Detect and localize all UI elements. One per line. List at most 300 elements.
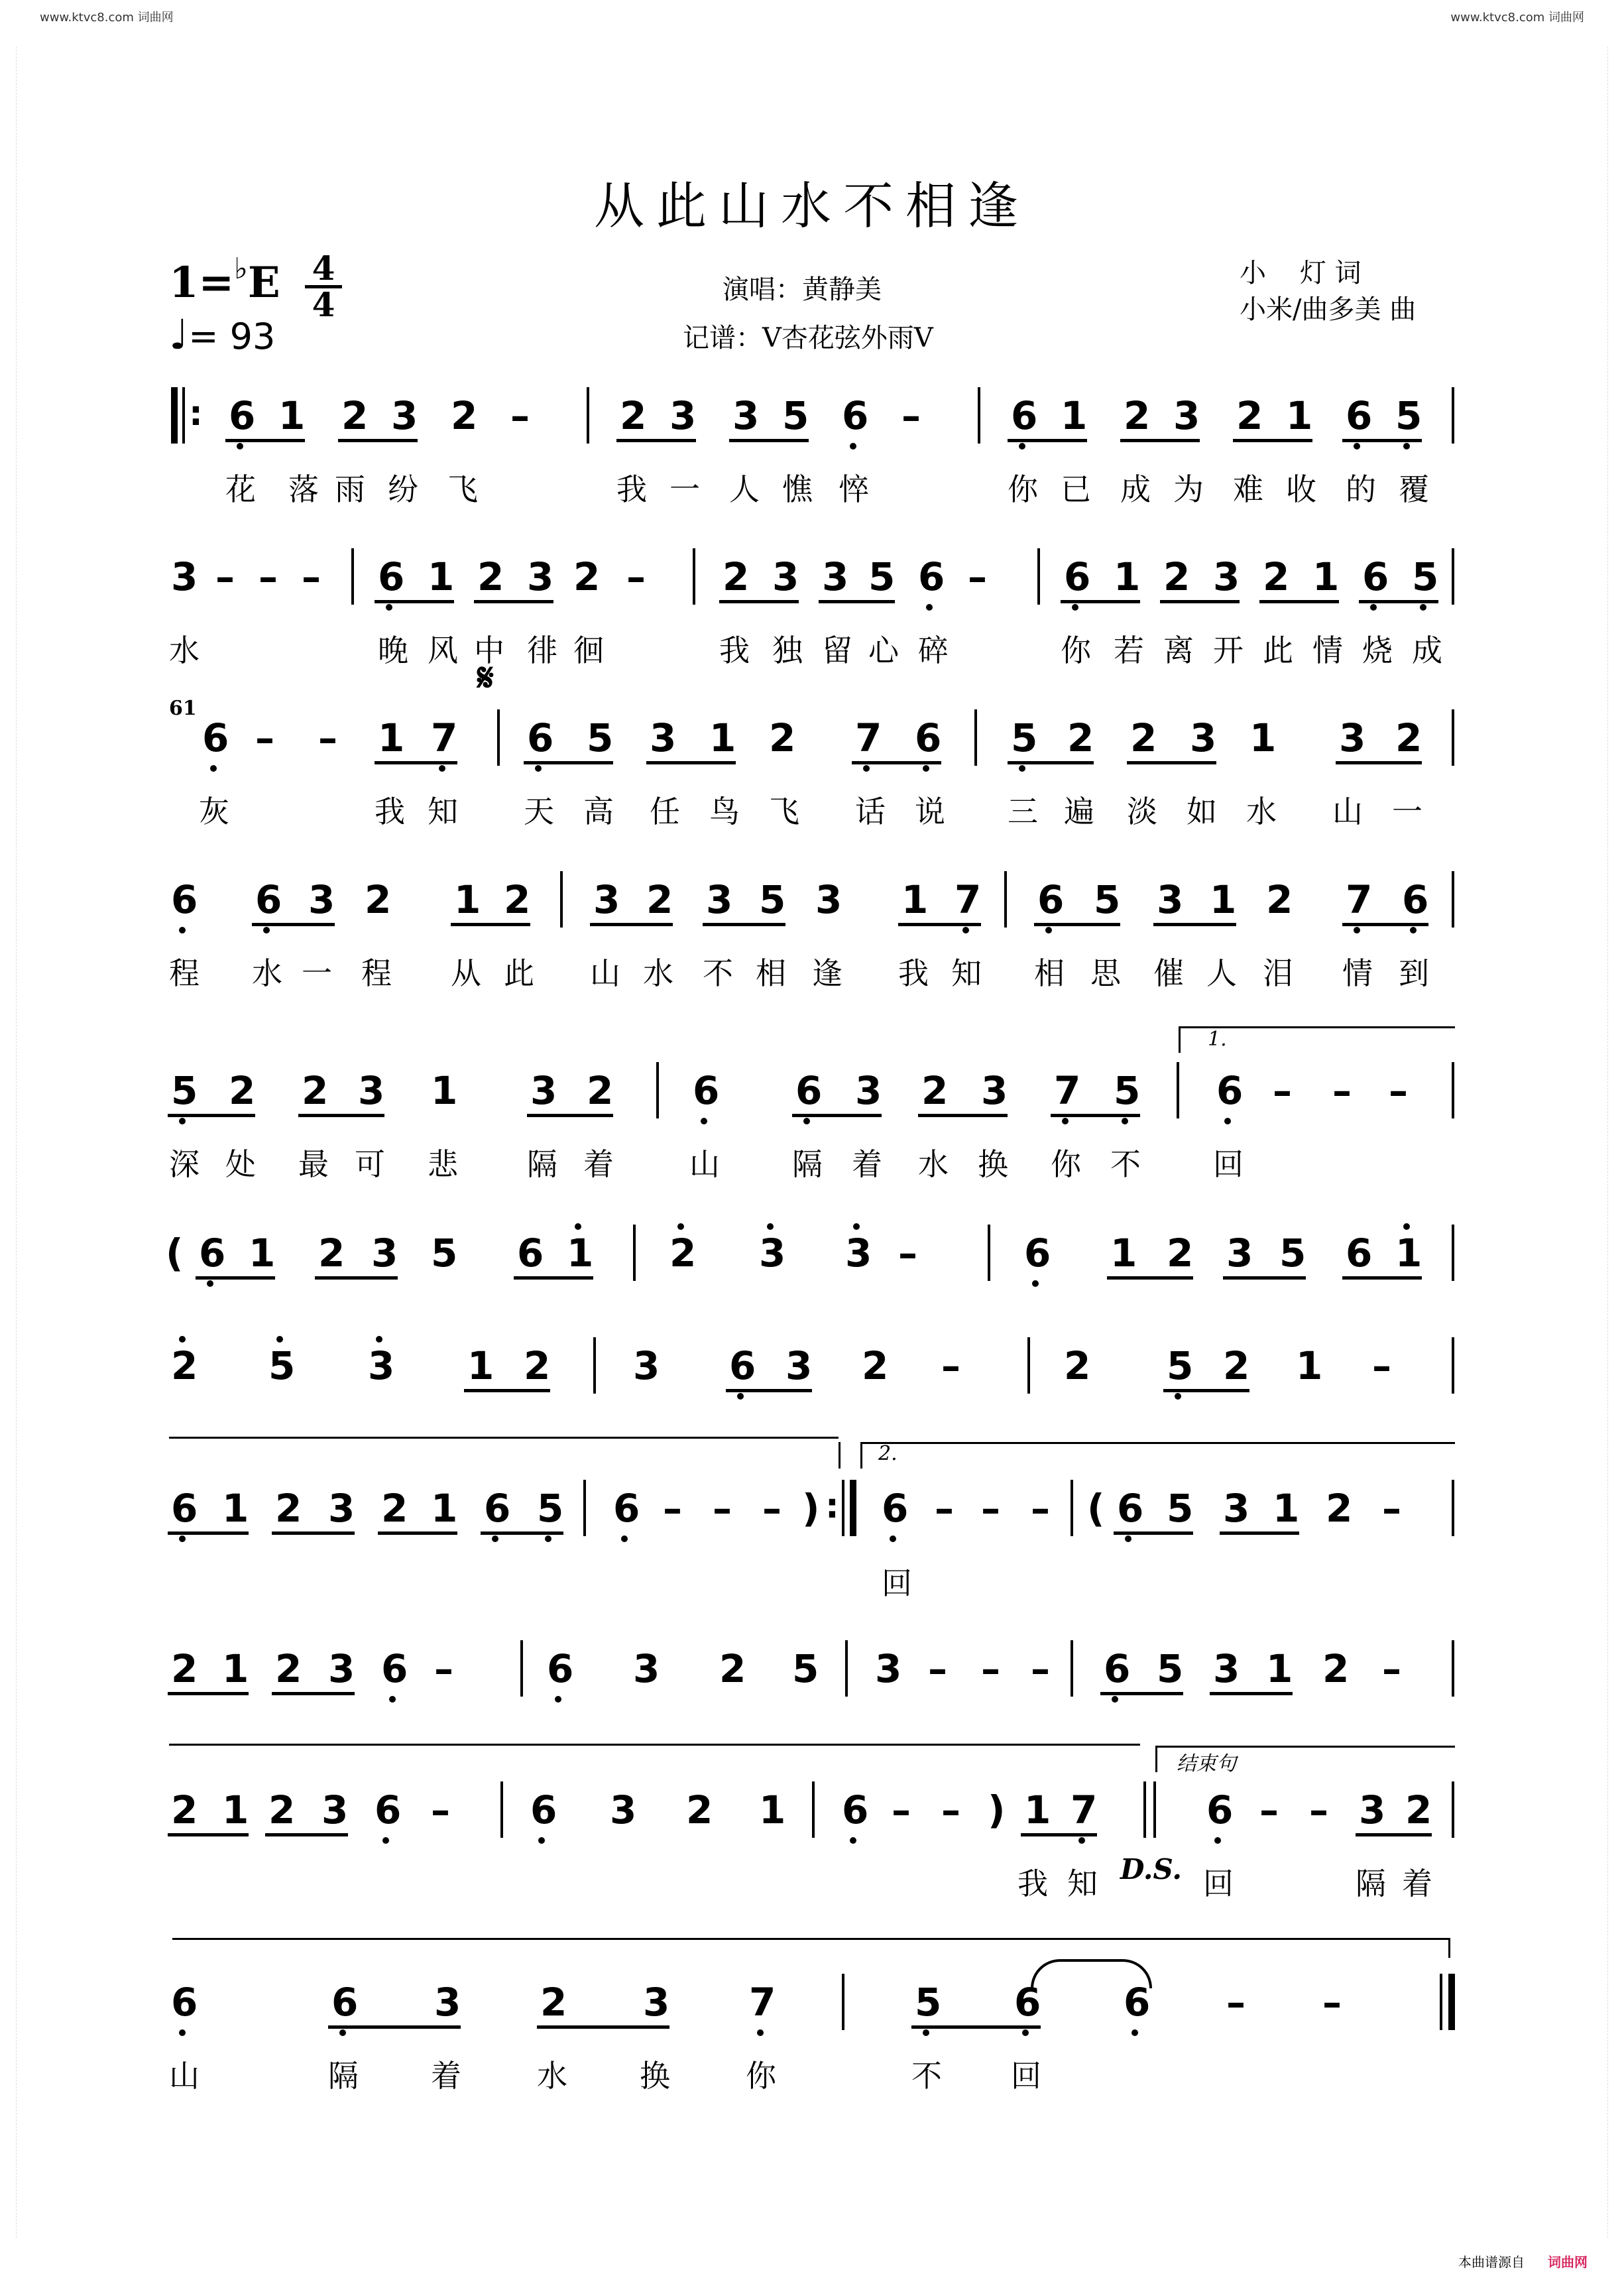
note--: – (1332, 1068, 1352, 1113)
note-6: 6 (1037, 877, 1065, 922)
note--: – (318, 715, 337, 760)
lyric-char: 花 (225, 471, 256, 507)
note-7: 7 (955, 877, 982, 922)
underline (1233, 439, 1312, 442)
lyric-char: 隔 (1356, 1866, 1386, 1901)
bar-line (1452, 1337, 1454, 1394)
lyric-char: 一 (669, 471, 700, 507)
note-6: 6 (1216, 1068, 1244, 1113)
dot-above (376, 1336, 382, 1343)
note-6: 6 (882, 1486, 909, 1531)
underline (1342, 1276, 1422, 1280)
lyric-char: 换 (978, 1146, 1008, 1182)
lyric-char: 思 (1090, 955, 1121, 991)
singer-credit: 演唱：黄静美 (723, 274, 882, 305)
note-2: 2 (1064, 1343, 1091, 1388)
note-6: 6 (1346, 1231, 1373, 1276)
lyric-char: 回 (882, 1565, 912, 1601)
note-2: 2 (921, 1068, 949, 1113)
lyricist-credit: 小 灯 词 (1240, 258, 1362, 288)
bar-line (1027, 1337, 1030, 1394)
lyric-char: 到 (1399, 955, 1429, 991)
underline (819, 600, 895, 603)
dot-below (179, 2029, 186, 2036)
lyric-char: 遍 (1064, 794, 1094, 829)
note-6: 6 (1206, 1787, 1234, 1833)
dot-below (339, 2029, 346, 2036)
note-2: 2 (318, 1231, 345, 1276)
dot-below (1410, 927, 1417, 933)
note--: – (259, 554, 278, 599)
underline (1061, 600, 1140, 603)
dot-below (1131, 2029, 1138, 2036)
bar-line (587, 387, 589, 444)
note--: – (1226, 1980, 1246, 2025)
dot-below (863, 765, 870, 772)
underline (1008, 761, 1094, 764)
note-3: 3 (308, 877, 335, 922)
lyric-char: 为 (1173, 471, 1204, 507)
note-2: 2 (1067, 715, 1094, 760)
dot-below (1370, 604, 1377, 611)
note-2: 2 (1163, 554, 1190, 599)
dot-below (1062, 1118, 1069, 1124)
dot-below (1072, 604, 1078, 611)
lyric-char: 我 (616, 471, 647, 507)
underline (1114, 1532, 1193, 1535)
bar-line (842, 1480, 844, 1536)
lyric-char: 着 (1402, 1866, 1432, 1901)
note-3: 3 (845, 1231, 872, 1276)
note--: – (981, 1646, 1000, 1691)
underline (272, 1532, 355, 1535)
note-2: 2 (504, 877, 531, 922)
note-6: 6 (729, 1343, 756, 1388)
bar-line (1452, 387, 1454, 444)
note-1: 1 (709, 715, 736, 760)
dot-below (621, 1535, 628, 1542)
note--: – (981, 1486, 1000, 1531)
dot-below (923, 2029, 929, 2036)
note-6: 6 (527, 715, 554, 760)
lyric-char: 飞 (447, 471, 478, 507)
tie-arc (1031, 1959, 1152, 1988)
underline (328, 2025, 461, 2029)
note-2: 2 (1326, 1486, 1353, 1531)
note--: – (1031, 1646, 1050, 1691)
underline (1342, 439, 1422, 442)
dot-below (1420, 604, 1426, 611)
note-2: 2 (540, 1980, 567, 2025)
note-2: 2 (1236, 393, 1263, 438)
note--: – (935, 1486, 954, 1531)
bar-line (171, 387, 178, 444)
note--: – (1382, 1646, 1401, 1691)
note-1: 1 (1249, 715, 1277, 760)
dot-below (237, 443, 243, 450)
note-5: 5 (1167, 1486, 1194, 1531)
lyric-char: 相 (1034, 955, 1065, 991)
note-1: 1 (454, 877, 481, 922)
note-7: 7 (1071, 1787, 1098, 1833)
lyric-char: 可 (355, 1146, 385, 1182)
note-3: 3 (981, 1068, 1008, 1113)
note-3: 3 (593, 877, 620, 922)
note-6: 6 (795, 1068, 823, 1113)
lyric-char: 我 (1017, 1866, 1048, 1901)
dot-above (179, 1336, 186, 1343)
dot-below (389, 1696, 396, 1703)
underline (514, 1276, 593, 1280)
underline (1100, 1692, 1183, 1695)
lyric-char: 烧 (1362, 632, 1393, 668)
bar-line (593, 1337, 596, 1394)
note-1: 1 (1061, 393, 1088, 438)
lyric-char: 若 (1114, 632, 1144, 668)
underline (464, 1389, 550, 1392)
lyric-char: 不 (911, 2058, 942, 2094)
note-2: 2 (1266, 877, 1293, 922)
lyric-char: 淡 (1127, 794, 1157, 829)
bar-line (1143, 1781, 1146, 1838)
underline (338, 439, 418, 442)
note-2: 2 (171, 1343, 198, 1388)
lyric-char: 相 (756, 955, 786, 991)
note-1: 1 (222, 1787, 249, 1833)
note--: – (1273, 1068, 1292, 1113)
segno-sign: 𝄋 (477, 655, 494, 700)
note-2: 2 (302, 1068, 329, 1113)
note-2: 2 (524, 1343, 551, 1388)
note-2: 2 (171, 1646, 198, 1691)
note-6: 6 (1117, 1486, 1144, 1531)
note-3: 3 (1157, 877, 1184, 922)
note-5: 5 (1157, 1646, 1184, 1691)
dot-below (926, 604, 933, 611)
lyric-char: 隔 (328, 2058, 359, 2094)
bar-line (1440, 1974, 1442, 2030)
note-1: 1 (222, 1646, 249, 1691)
underline (378, 1532, 457, 1535)
dot-below (1354, 927, 1360, 933)
note--: – (431, 1787, 450, 1833)
dot-below (1403, 443, 1410, 450)
note-5: 5 (1167, 1343, 1194, 1388)
note-6: 6 (1064, 554, 1091, 599)
note-5: 5 (868, 554, 896, 599)
lyric-char: 难 (1233, 471, 1263, 507)
note--: – (928, 1646, 947, 1691)
lyric-char: 水 (918, 1146, 949, 1182)
lyric-char: 我 (375, 794, 405, 829)
lyric-char: 留 (822, 632, 852, 668)
note-3: 3 (1213, 1646, 1240, 1691)
lyric-char: 三 (1008, 794, 1038, 829)
note-2: 2 (171, 1787, 198, 1833)
underline (168, 1114, 255, 1117)
note-3: 3 (759, 1231, 786, 1276)
note-3: 3 (633, 1343, 660, 1388)
note-6: 6 (547, 1646, 574, 1691)
note--: – (1259, 1787, 1279, 1833)
note--: – (1309, 1787, 1328, 1833)
underline (729, 439, 809, 442)
note--: – (215, 554, 235, 599)
lyric-char: 独 (772, 632, 803, 668)
note-3: 3 (368, 1343, 395, 1388)
note--: – (510, 393, 530, 438)
dot-below (803, 1118, 810, 1124)
note--: – (762, 1486, 782, 1531)
bar-line (1037, 548, 1040, 605)
note-5: 5 (792, 1646, 819, 1691)
note-1: 1 (567, 1231, 594, 1276)
note-(: ( (166, 1231, 184, 1276)
dot-below (890, 1535, 896, 1542)
note-3: 3 (669, 393, 697, 438)
underline (918, 1114, 1008, 1117)
note-3: 3 (527, 554, 554, 599)
lyric-char: 憔 (782, 471, 813, 507)
note-6: 6 (381, 1646, 408, 1691)
lyric-char: 逢 (812, 955, 842, 991)
underline (1259, 600, 1339, 603)
note-2: 2 (275, 1646, 302, 1691)
note-1: 1 (1024, 1787, 1051, 1833)
underline (225, 439, 305, 442)
underline (375, 600, 454, 603)
underline (524, 761, 613, 764)
lyric-char: 回 (1011, 2058, 1041, 2094)
note-5: 5 (171, 1068, 198, 1113)
note--: – (434, 1646, 453, 1691)
underline (703, 923, 785, 926)
note--: – (1389, 1068, 1408, 1113)
flat-sign: ♭ (234, 252, 248, 286)
note-6: 6 (331, 1980, 359, 2025)
note-1: 1 (467, 1343, 494, 1388)
underline (1107, 1276, 1193, 1280)
dot-below (1122, 1118, 1128, 1124)
dot-below (1112, 1696, 1118, 1703)
bar-line (520, 1640, 523, 1697)
note-6: 6 (915, 715, 942, 760)
underline (537, 2025, 669, 2029)
lyric-char: 山 (169, 2058, 200, 2094)
lyric-char: 天 (524, 794, 554, 829)
note-5: 5 (1094, 877, 1121, 922)
underline (168, 1833, 249, 1836)
dot-below (207, 1280, 213, 1287)
underline (451, 923, 530, 926)
note-1: 1 (759, 1787, 786, 1833)
note-2: 2 (862, 1343, 889, 1388)
underline (1210, 1692, 1293, 1695)
dot-below (1019, 443, 1025, 450)
song-title: 从此山水不相逢 (594, 176, 1030, 235)
underline (898, 923, 981, 926)
dot-below (1022, 2029, 1029, 2036)
volta-1-label: 1. (1208, 1028, 1227, 1051)
bar-line (1071, 1480, 1073, 1536)
lyric-char: 最 (298, 1146, 329, 1182)
lyric-char: 泪 (1263, 955, 1293, 991)
underline (272, 1692, 355, 1695)
note--: – (892, 1787, 911, 1833)
bar-line (1452, 548, 1454, 605)
note-6: 6 (484, 1486, 511, 1531)
lyric-char: 换 (640, 2058, 670, 2094)
tempo-marking (169, 310, 275, 359)
lyric-char: 山 (590, 955, 620, 991)
note-2: 2 (769, 715, 796, 760)
lyric-char: 你 (1008, 471, 1038, 507)
note-2: 2 (1130, 715, 1157, 760)
transcriber-credit: 记谱：V杏花弦外雨V (683, 323, 933, 353)
underline (1359, 600, 1438, 603)
repeat-dots: : (189, 394, 203, 434)
note-2: 2 (723, 554, 750, 599)
note-2: 2 (1223, 1343, 1250, 1388)
note--: – (1382, 1486, 1401, 1531)
dot-below (555, 1696, 561, 1703)
dot-below (701, 1118, 707, 1124)
underline (315, 1276, 398, 1280)
lyric-char: 成 (1120, 471, 1151, 507)
lyric-char: 悲 (428, 1146, 458, 1182)
lyric-char: 回 (1203, 1866, 1234, 1901)
note-3: 3 (875, 1646, 902, 1691)
note-7: 7 (431, 715, 458, 760)
note-2: 2 (365, 877, 392, 922)
dot-above (677, 1223, 684, 1230)
note-2: 2 (341, 393, 369, 438)
lyric-char: 如 (1187, 794, 1217, 829)
staff-rule-3 (172, 1938, 1448, 1940)
bar-line (850, 1480, 856, 1536)
note-2: 2 (1167, 1231, 1194, 1276)
underline (1220, 1532, 1299, 1535)
note-1: 1 (1210, 877, 1237, 922)
note-6: 6 (1011, 393, 1038, 438)
lyric-char: 回 (1213, 1146, 1244, 1182)
note-3: 3 (321, 1787, 349, 1833)
note--: – (898, 1231, 917, 1276)
underline (252, 923, 335, 926)
note-2: 2 (1405, 1787, 1432, 1833)
volta-2-label: 2. (878, 1442, 898, 1465)
note-5: 5 (537, 1486, 564, 1531)
underline (792, 1114, 882, 1117)
lyric-char: 知 (1067, 1866, 1098, 1901)
note-1: 1 (378, 715, 405, 760)
note--: – (941, 1343, 960, 1388)
bar-line (497, 709, 500, 766)
note-1: 1 (1114, 554, 1141, 599)
lyric-char: 鸟 (709, 794, 740, 829)
lyric-char: 从 (451, 955, 481, 991)
left-margin-strip (3, 46, 17, 2238)
note-6: 6 (1362, 554, 1389, 599)
key-one: 1 (169, 258, 199, 308)
note-5: 5 (431, 1231, 458, 1276)
bar-line (560, 871, 563, 928)
note-(: ( (1087, 1486, 1105, 1531)
note--: – (302, 554, 321, 599)
note-5: 5 (268, 1343, 296, 1388)
lyric-char: 知 (951, 955, 982, 991)
dot-below (757, 2029, 764, 2036)
underline (1008, 439, 1087, 442)
lyric-char: 悴 (839, 471, 869, 507)
note-5: 5 (782, 393, 809, 438)
note-6: 6 (171, 877, 198, 922)
lyric-char: 不 (1110, 1146, 1141, 1182)
lyric-char: 已 (1061, 471, 1091, 507)
lyric-char: 程 (361, 955, 392, 991)
bar-line (656, 1062, 659, 1118)
lyric-char: 着 (431, 2058, 461, 2094)
right-margin-strip (1607, 46, 1621, 2238)
dot-below (263, 927, 270, 933)
lyric-char: 处 (225, 1146, 256, 1182)
bar-line (693, 548, 695, 605)
bar-line (1452, 871, 1454, 928)
note-3: 3 (732, 393, 760, 438)
note--: – (1372, 1343, 1391, 1388)
lyric-char: 晚 (378, 632, 408, 668)
note-6: 6 (171, 1486, 198, 1531)
dot-below (439, 765, 445, 772)
note--: – (1322, 1980, 1342, 2025)
volta-1-bracket-v (1179, 1026, 1181, 1053)
quarter-note-icon: ♩ (169, 310, 189, 359)
note-6: 6 (517, 1231, 544, 1276)
lyric-char: 我 (898, 955, 929, 991)
bar-line (1452, 1781, 1454, 1838)
note-5: 5 (587, 715, 614, 760)
note--: – (941, 1787, 960, 1833)
underline (646, 761, 736, 764)
lyric-char: 的 (1346, 471, 1376, 507)
note-7: 7 (855, 715, 882, 760)
lyric-char: 情 (1312, 632, 1343, 668)
note-2: 2 (229, 1068, 256, 1113)
lyric-char: 收 (1286, 471, 1316, 507)
lyric-char: 催 (1153, 955, 1184, 991)
lyric-char: 心 (868, 632, 899, 668)
note-3: 3 (328, 1486, 355, 1531)
bar-line (1153, 1781, 1156, 1838)
dot-below (545, 1535, 551, 1542)
dot-below (1224, 1118, 1231, 1124)
note-3: 3 (434, 1980, 461, 2025)
note--: – (663, 1486, 682, 1531)
underline (590, 923, 673, 926)
note-3: 3 (610, 1787, 637, 1833)
lyric-char: 人 (1206, 955, 1237, 991)
lyric-char: 不 (703, 955, 733, 991)
note--: – (901, 393, 921, 438)
note-1: 1 (1273, 1486, 1300, 1531)
dot-above (575, 1223, 581, 1230)
underline (911, 2025, 1041, 2029)
lyric-char: 一 (302, 955, 332, 991)
lyric-char: 碎 (918, 632, 949, 668)
note-3: 3 (855, 1068, 882, 1113)
underline (298, 1114, 384, 1117)
bar-line (182, 387, 185, 444)
